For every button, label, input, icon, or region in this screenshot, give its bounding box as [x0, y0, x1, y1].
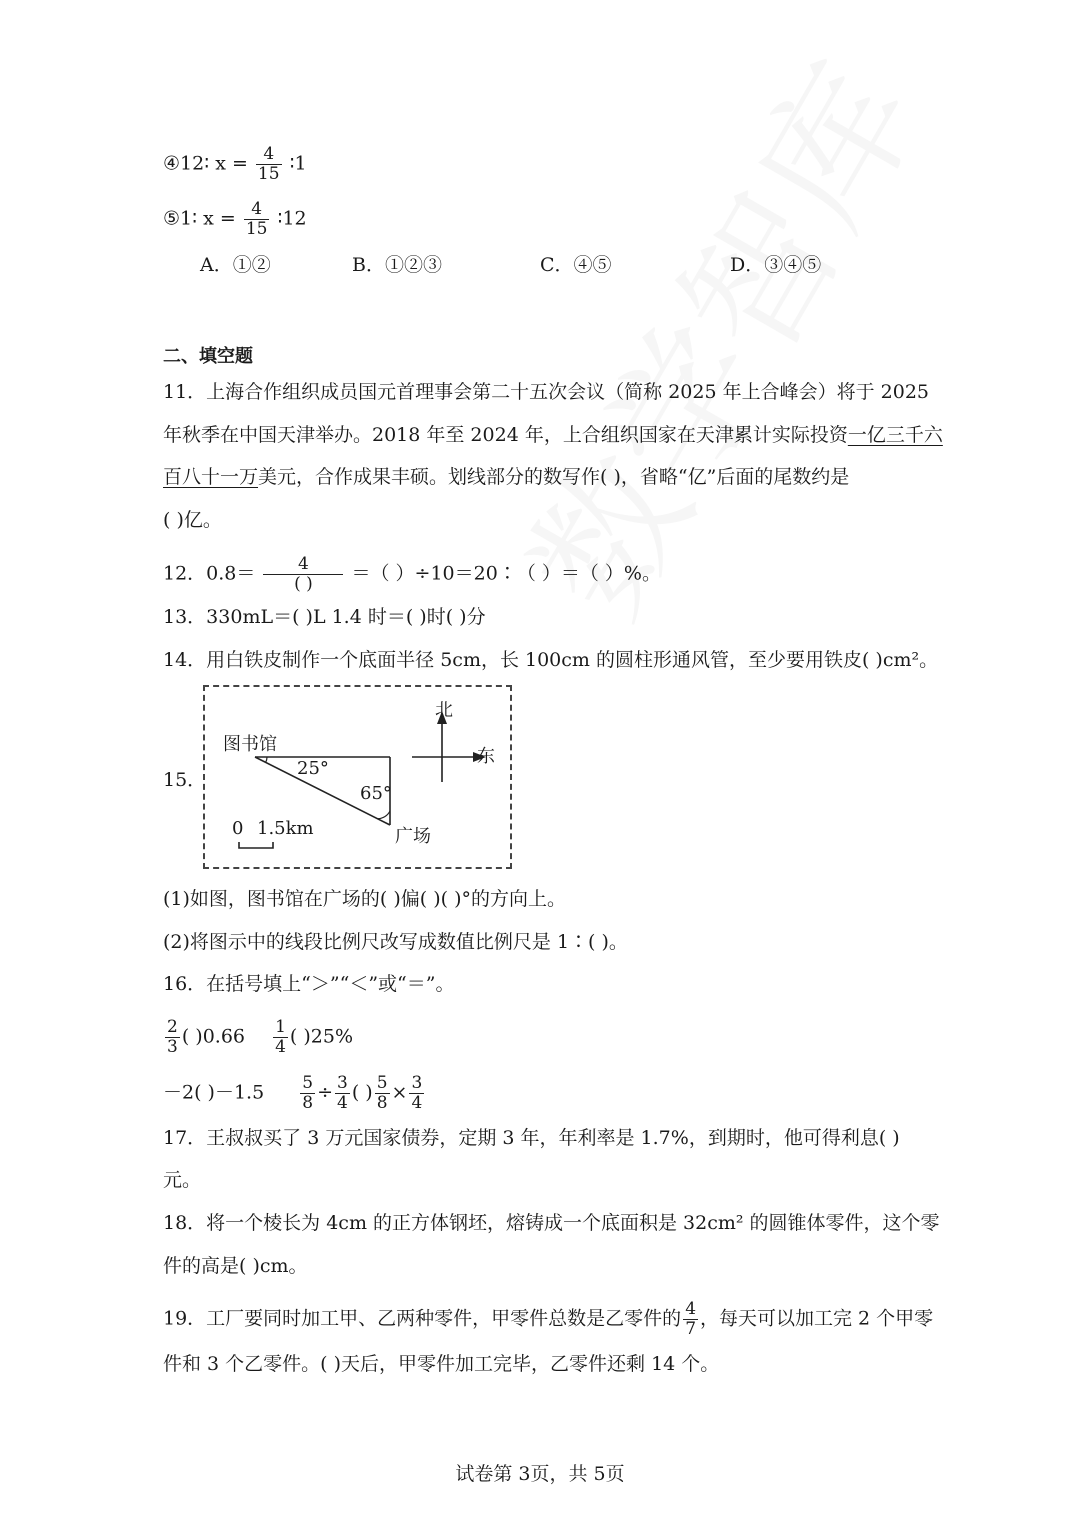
q16-d-divide: ÷ [317, 1081, 334, 1104]
q12-post: ＝（ ）÷10＝20∶（ ）＝（ ）%。 [351, 562, 661, 585]
q16-d-fraction-4 [409, 1074, 424, 1113]
q10-item-5-post: ∶12 [277, 207, 307, 230]
q19-line-2: 件和 3 个乙零件。( )天后，甲零件加工完毕，乙零件还剩 14 个。 [163, 1353, 720, 1375]
q16-a-fraction [165, 1018, 180, 1057]
q19-pre: 19．工厂要同时加工甲、乙两种零件，甲零件总数是乙零件的 [163, 1307, 682, 1330]
q15-part-2: (2)将图示中的线段比例尺改写成数值比例尺是 1∶( )。 [163, 931, 628, 953]
fraction-denominator-blank[interactable]: ( ) [294, 574, 313, 594]
library-label: 图书馆 [223, 734, 277, 755]
q11-underlined-number-part-2: 百八十一万 [163, 466, 259, 488]
q16-b-compare: ( )25% [289, 1025, 354, 1048]
q18-line-1: 18．将一个棱长为 4cm 的正方体钢坯，熔铸成一个底面积是 32cm² 的圆锥体零件，这个零 [163, 1212, 940, 1234]
north-label: 北 [435, 700, 453, 721]
scale-bar [239, 842, 273, 848]
fraction-numerator: 4 [263, 555, 343, 575]
fraction-denominator: 4 [337, 1093, 348, 1113]
fraction-denominator: 15 [257, 164, 280, 184]
q11-line-4: ( )亿。 [163, 509, 222, 531]
q17-line-1: 17．王叔叔买了 3 万元国家债券，定期 3 年，年利率是 1.7%，到期时，他可得利息( ) [163, 1127, 900, 1149]
q15-part-1: (1)如图，图书馆在广场的( )偏( )( )°的方向上。 [163, 888, 567, 910]
fraction-denominator: 3 [167, 1037, 178, 1057]
fraction-numerator: 4 [256, 145, 282, 165]
q15-map-drawing [205, 687, 514, 871]
scale-value-label: 1.5km [257, 818, 314, 839]
fraction-denominator: 8 [302, 1093, 314, 1113]
q16-a-compare: ( )0.66 [181, 1025, 245, 1048]
fraction-numerator: 3 [411, 1073, 423, 1093]
q10-item-5-fraction [244, 200, 270, 239]
angle-65-arc [378, 811, 391, 819]
q16-row-2 [163, 1074, 426, 1113]
q10-option-d[interactable]: D．③④⑤ [730, 254, 822, 276]
q10-item-5-pre: ⑤1∶ x = [163, 207, 236, 230]
angle-25-arc [266, 757, 267, 762]
q10-item-4-pre: ④12∶ x = [163, 152, 248, 175]
fraction-numerator: 1 [275, 1017, 286, 1037]
q13: 13．330mL＝( )L 1.4 时＝( )时( )分 [163, 606, 486, 628]
q19-line-1 [163, 1300, 933, 1339]
q19-post: ，每天可以加工完 2 个甲零 [700, 1307, 934, 1330]
q16-d-fraction-1 [300, 1074, 315, 1113]
q11-line-1: 11．上海合作组织成员国元首理事会第二十五次会议（简称 2025 年上合峰会）将于 2025 [163, 381, 930, 403]
q17-line-2: 元。 [163, 1169, 202, 1191]
fraction-denominator: 8 [376, 1093, 388, 1113]
q11-line-2 [163, 423, 943, 447]
q10-option-a[interactable]: A．①② [200, 254, 271, 276]
q16-c-compare: －2( )－1.5 [163, 1081, 265, 1104]
q16-row-1 [163, 1018, 353, 1057]
fraction-numerator: 5 [376, 1073, 388, 1093]
q10-item-5 [163, 200, 307, 239]
watermark [470, 20, 957, 648]
fraction-numerator: 2 [167, 1017, 178, 1037]
q10-item-4-fraction [256, 145, 282, 184]
fraction-numerator: 4 [685, 1299, 697, 1319]
q10-option-b[interactable]: B．①②③ [352, 254, 442, 276]
q16-d-multiply: × [391, 1081, 408, 1104]
fraction-denominator: 4 [411, 1093, 423, 1113]
q10-option-c[interactable]: C．④⑤ [540, 254, 612, 276]
q12-pre: 12．0.8＝ [163, 562, 256, 585]
q15-map-figure [203, 685, 512, 869]
q12 [163, 555, 661, 594]
q16-d-fraction-3 [375, 1074, 390, 1113]
angle-25-label: 25° [297, 758, 329, 779]
q10-item-4-post: ∶1 [289, 152, 307, 175]
q11-line-3-text: 美元，合作成果丰硕。划线部分的数写作( )，省略“亿”后面的尾数约是 [258, 466, 850, 488]
fraction-numerator: 3 [337, 1073, 348, 1093]
q19-fraction [683, 1300, 698, 1339]
q16-d-blank[interactable]: ( ) [351, 1081, 373, 1104]
fraction-numerator: 5 [302, 1073, 314, 1093]
q18-line-2: 件的高是( )cm。 [163, 1255, 308, 1277]
fraction-denominator: 7 [685, 1319, 697, 1339]
square-label: 广场 [395, 826, 431, 847]
q11-line-3 [163, 465, 849, 489]
fraction-denominator: 15 [245, 219, 268, 239]
q10-item-4 [163, 145, 307, 184]
page-footer: 试卷第 3页，共 5页 [455, 1463, 625, 1485]
q14: 14．用白铁皮制作一个底面半径 5cm，长 100cm 的圆柱形通风管，至少要用铁皮( )cm²。 [163, 649, 939, 671]
q16-title: 16．在括号填上“＞”“＜”或“＝”。 [163, 973, 455, 995]
fraction-numerator: 4 [244, 200, 270, 220]
scale-zero-label: 0 [232, 818, 244, 839]
q12-fraction [263, 555, 343, 594]
section-title: 二、填空题 [163, 346, 253, 367]
angle-65-label: 65° [360, 783, 392, 804]
q16-b-fraction [273, 1018, 288, 1057]
q11-line-2-text: 年秋季在中国天津举办。2018 年至 2024 年，上合组织国家在天津累计实际投资 [163, 424, 848, 446]
q15-number: 15． [163, 769, 207, 791]
east-label: 东 [477, 746, 495, 767]
fraction-denominator: 4 [275, 1037, 286, 1057]
q16-d-fraction-2 [335, 1074, 350, 1113]
q11-underlined-number-part-1: 一亿三千六 [847, 424, 943, 446]
